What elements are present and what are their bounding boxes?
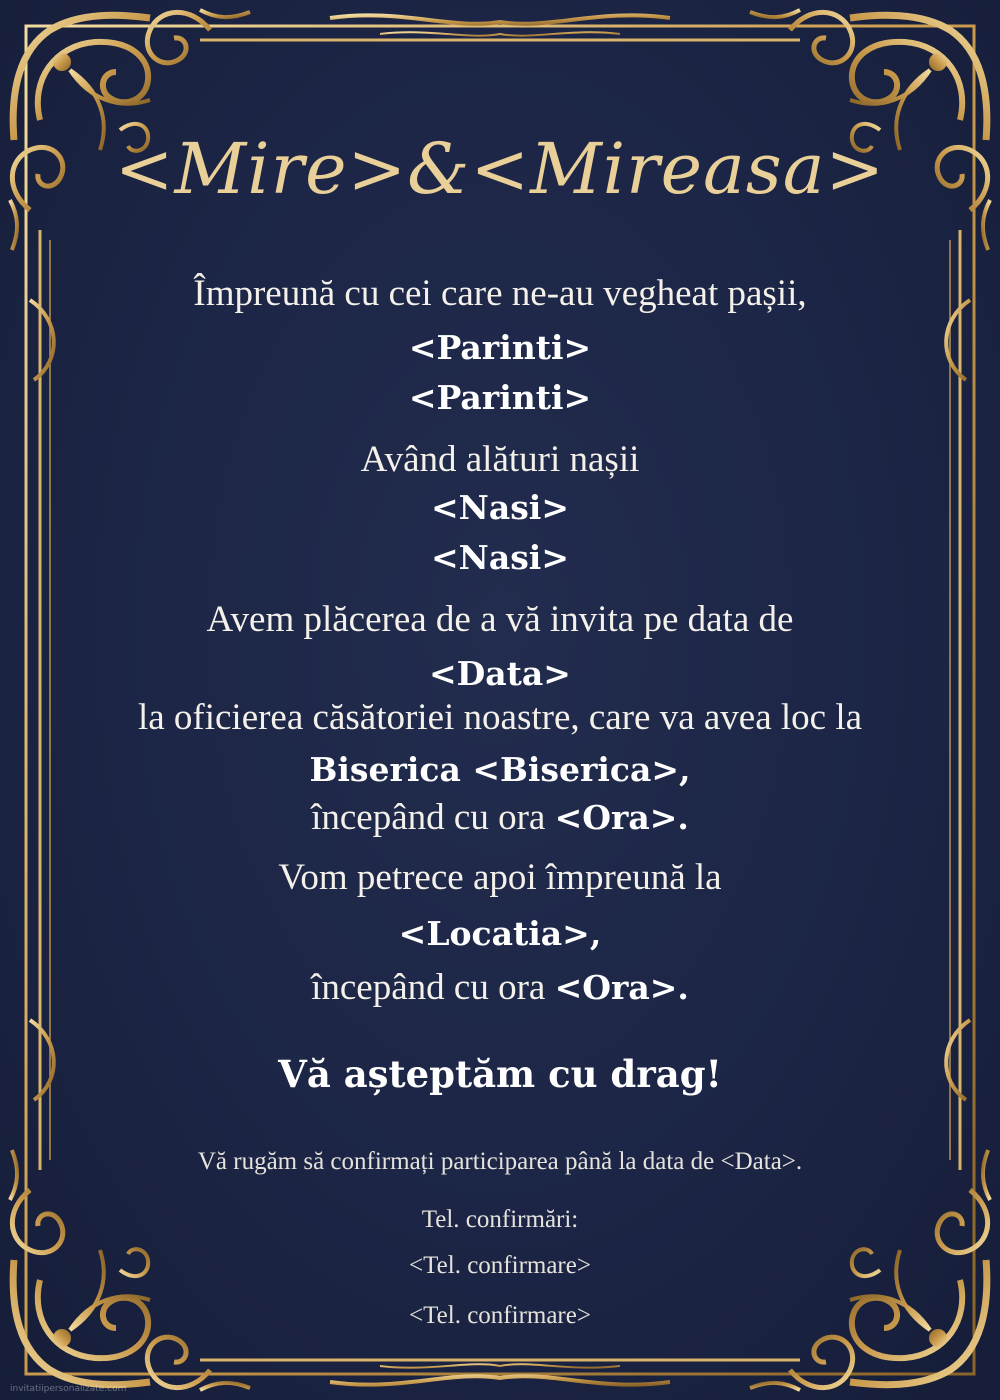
godparents-intro: Având alături nașii: [360, 439, 640, 480]
parents-name-2: <Parinti>: [408, 378, 592, 417]
closing-message: Vă așteptăm cu drag!: [278, 1052, 722, 1096]
rsvp-text: Vă rugăm să confirmați participarea până la data de <Data>.: [197, 1148, 803, 1175]
church-name: Biserica <Biserica>,: [309, 750, 691, 789]
ceremony-line: la oficierea căsătoriei noastre, care va avea loc la: [137, 697, 863, 738]
godparents-name-1: <Nasi>: [431, 488, 569, 527]
ceremony-time-line: [60, 796, 940, 839]
party-time-prefix: începând cu ora: [311, 967, 546, 1008]
party-location: <Locatia>,: [398, 914, 602, 953]
phone-number-1: <Tel. confirmare>: [409, 1252, 591, 1279]
godparents-name-2: <Nasi>: [431, 538, 569, 577]
couple-names-title: <Mire>&<Mireasa>: [114, 128, 886, 210]
party-line: Vom petrece apoi împreună la: [278, 857, 722, 898]
invite-line: Avem plăcerea de a vă invita pe data de: [206, 599, 794, 640]
wedding-date: <Data>: [429, 654, 571, 693]
phone-number-2: <Tel. confirmare>: [409, 1302, 591, 1329]
party-time: <Ora>.: [554, 968, 689, 1007]
watermark: invitatiipersonalizate.com: [10, 1384, 127, 1394]
ceremony-time-prefix: începând cu ora: [311, 797, 546, 838]
ceremony-time: <Ora>.: [554, 798, 689, 837]
parents-name-1: <Parinti>: [408, 328, 592, 367]
phone-label: Tel. confirmări:: [421, 1206, 579, 1233]
intro-text: Împreună cu cei care ne-au vegheat pașii,: [193, 273, 807, 314]
party-time-line: [60, 966, 940, 1009]
